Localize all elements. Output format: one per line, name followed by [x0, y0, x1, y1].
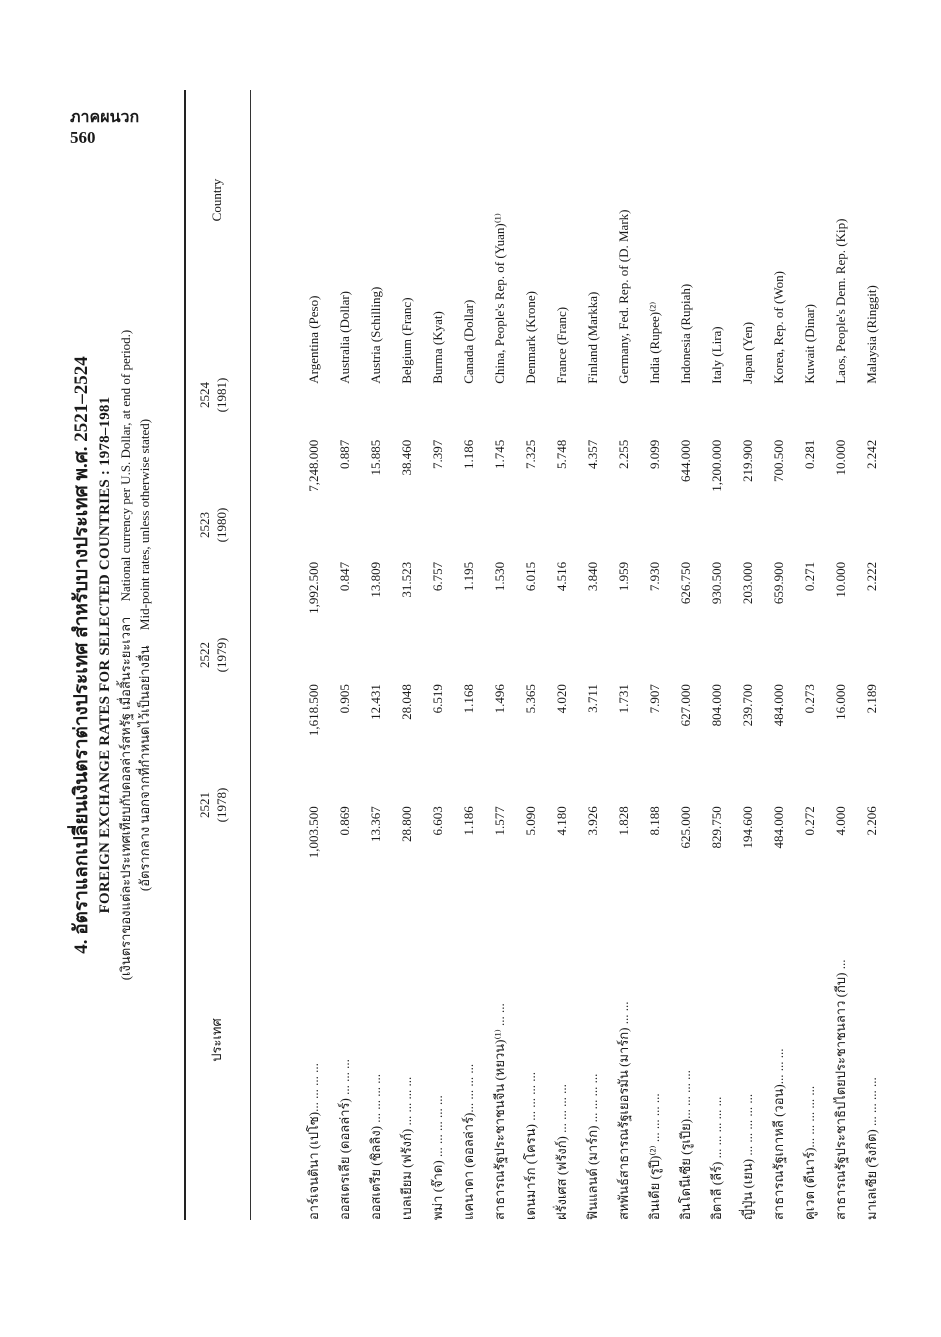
- row-country-thai: อินเดีย (รูปี)⁽²⁾ ... ... ... ...: [647, 1093, 662, 1220]
- rate-cell: 1,200.000: [708, 439, 724, 492]
- table-top-rule: [184, 90, 186, 1220]
- rate-cell: 10.000: [832, 439, 848, 476]
- rate-cell: 1,992.500: [305, 561, 321, 614]
- row-country-english: France (Franc): [553, 306, 569, 384]
- rate-cell: 3.711: [584, 684, 600, 713]
- rate-cell: 2.242: [863, 439, 879, 470]
- note-line-2: [135, 90, 154, 1220]
- row-country-english: Italy (Lira): [708, 326, 724, 384]
- year-ce: (1980): [214, 507, 229, 543]
- row-country-thai: เบลเยียม (ฟรังก์) ... ... ... ...: [399, 1076, 414, 1220]
- rate-cell: 1,618.500: [305, 684, 321, 737]
- rate-cell: 3.926: [584, 806, 600, 836]
- column-header-year-4: [196, 340, 230, 450]
- table-row: [856, 90, 887, 1220]
- page-number: 560: [70, 128, 96, 147]
- table-row: [422, 90, 453, 1220]
- row-country-english: Kuwait (Dinar): [801, 303, 817, 384]
- row-country-english: India (Rupee)⁽²⁾: [646, 301, 662, 384]
- row-country-english: Denmark (Krone): [522, 291, 538, 384]
- row-country-thai: เดนมาร์ก (โครน) ... ... ... ...: [523, 1072, 538, 1220]
- column-header-country-label: Country: [209, 178, 224, 222]
- rate-cell: 4.357: [584, 439, 600, 470]
- row-country-thai: แคนาดา (ดอลล่าร์)... ... ... ...: [461, 1063, 476, 1220]
- rate-cell: 12.431: [367, 684, 383, 720]
- row-country-thai: สหพันธ์สาธารณรัฐเยอรมัน (มาร์ก) ... ...: [616, 1001, 631, 1220]
- rate-cell: 28.800: [398, 806, 414, 842]
- rate-cell: 6.519: [429, 684, 445, 714]
- row-country-english: Korea, Rep. of (Won): [770, 271, 786, 384]
- row-country-thai: คูเวต (ดีนาร์)... ... ... ... ...: [802, 1085, 817, 1220]
- rate-cell: 625.000: [677, 806, 693, 849]
- note-line-1: [116, 90, 135, 1220]
- rate-cell: 194.600: [739, 806, 755, 849]
- table-row: [608, 90, 639, 1220]
- rate-cell: 1,003.500: [305, 806, 321, 859]
- rate-cell: 804.000: [708, 684, 724, 727]
- year-be: 2521: [197, 792, 212, 818]
- rotated-table-block: [70, 90, 879, 1220]
- row-country-english: Japan (Yen): [739, 321, 755, 384]
- rate-cell: 203.000: [739, 561, 755, 605]
- row-country-english: Laos, People's Dem. Rep. (Kip): [832, 218, 848, 384]
- year-be: 2524: [197, 382, 212, 408]
- rate-cell: 28.048: [398, 684, 414, 720]
- rate-cell: 0.271: [801, 561, 817, 592]
- rate-cell: 6.603: [429, 806, 445, 836]
- rate-cell: 2.189: [863, 684, 879, 714]
- row-country-thai: สาธารณรัฐประชาชนจีน (หยวน)⁽¹⁾ ... ...: [492, 1003, 507, 1220]
- rate-cell: 4.180: [553, 806, 569, 836]
- header-rule: [250, 90, 251, 1220]
- note-en-2: Mid-point rates, unless otherwise stated): [137, 418, 152, 631]
- table-row: [763, 90, 794, 1220]
- rate-cell: 484.000: [770, 684, 786, 727]
- rate-cell: 4.020: [553, 684, 569, 714]
- table-row: [701, 90, 732, 1220]
- rate-cell: 644.000: [677, 439, 693, 483]
- rate-cell: 4.000: [832, 806, 848, 836]
- row-country-thai: มาเลเซีย (ริงกิต) ... ... ... ...: [864, 1077, 879, 1220]
- table-row: [794, 90, 825, 1220]
- rate-cell: 7,248.000: [305, 439, 321, 492]
- rate-cell: 1.731: [615, 684, 631, 714]
- rate-cell: 5.365: [522, 684, 538, 714]
- title-english: FOREIGN EXCHANGE RATES FOR SELECTED COUNTRIES : 1978–1981: [97, 396, 113, 914]
- rate-cell: 7.397: [429, 439, 445, 470]
- note-en-1: National currency per U.S. Dollar, at end of period.): [118, 329, 133, 602]
- rate-cell: 7.907: [646, 684, 662, 714]
- rate-cell: 1.530: [491, 561, 507, 592]
- rate-cell: 930.500: [708, 561, 724, 605]
- table-row: [577, 90, 608, 1220]
- rate-cell: 0.847: [336, 561, 352, 592]
- row-country-thai: ฟินแลนด์ (มาร์ก) ... ... ... ...: [585, 1073, 600, 1220]
- rate-cell: 219.900: [739, 439, 755, 483]
- table-row: [639, 90, 670, 1220]
- rate-cell: 1.745: [491, 439, 507, 470]
- row-country-thai: สาธารณรัฐประชาธิปไตยประชาชนลาว (กีบ) ...: [833, 959, 848, 1220]
- rate-cell: 13.367: [367, 806, 383, 842]
- year-ce: (1981): [214, 377, 229, 413]
- rate-cell: 1.496: [491, 684, 507, 714]
- rate-cell: 0.887: [336, 439, 352, 470]
- row-country-thai: ฝรั่งเศส (ฟรังก์) ... ... ... ...: [554, 1084, 569, 1220]
- rate-cell: 7.930: [646, 561, 662, 592]
- title-thai: 4. อัตราแลกเปลี่ยนเงินตราต่างประเทศ สำหรับบางประเทศ พ.ศ. 2521–2524: [71, 356, 92, 954]
- rate-cell: 1.186: [460, 439, 476, 470]
- rate-cell: 4.516: [553, 561, 569, 592]
- year-ce: (1979): [214, 637, 229, 673]
- rate-cell: 1.186: [460, 806, 476, 836]
- rate-cell: 6.757: [429, 561, 445, 592]
- rate-cell: 626.750: [677, 561, 693, 605]
- rate-cell: 6.015: [522, 561, 538, 592]
- rate-cell: 1.168: [460, 684, 476, 714]
- exchange-rates-table: [298, 90, 887, 1220]
- column-header-year-1: [196, 750, 230, 860]
- table-row: [391, 90, 422, 1220]
- note-thai-1: (เงินตราของแต่ละประเทศเทียบกับดอลล่าร์สหรัฐ เมื่อสิ้นระยะเวลา: [118, 616, 133, 981]
- rate-cell: 1.959: [615, 561, 631, 592]
- row-country-english: Finland (Markka): [584, 291, 600, 384]
- row-country-english: Austria (Schilling): [367, 286, 383, 384]
- column-header-thai: [208, 980, 225, 1100]
- row-country-english: Burma (Kyat): [429, 311, 445, 384]
- table-row: [453, 90, 484, 1220]
- table-row: [360, 90, 391, 1220]
- table-row: [670, 90, 701, 1220]
- title-block: [70, 90, 154, 1220]
- rate-cell: 16.000: [832, 684, 848, 720]
- column-header-country: [208, 140, 225, 260]
- rate-cell: 627.000: [677, 684, 693, 727]
- row-country-english: Belgium (Franc): [398, 297, 414, 384]
- rate-cell: 1.828: [615, 806, 631, 836]
- row-country-english: China, People's Rep. of (Yuan)⁽¹⁾: [491, 213, 507, 384]
- row-country-thai: ญี่ปุ่น (เยน) ... ... ... ... ...: [740, 1093, 755, 1220]
- table-row: [298, 90, 329, 1220]
- rate-cell: 239.700: [739, 684, 755, 727]
- rate-cell: 7.325: [522, 439, 538, 470]
- row-country-english: Canada (Dollar): [460, 299, 476, 384]
- rate-cell: 9.099: [646, 439, 662, 470]
- row-country-thai: สาธารณรัฐเกาหลี (วอน)... ... ...: [771, 1048, 786, 1220]
- table-row: [515, 90, 546, 1220]
- row-country-english: Germany, Fed. Rep. of (D. Mark): [615, 209, 631, 384]
- table-row: [484, 90, 515, 1220]
- rate-cell: 2.222: [863, 561, 879, 592]
- rate-cell: 13.809: [367, 561, 383, 598]
- rate-cell: 1.577: [491, 806, 507, 836]
- year-be: 2522: [197, 642, 212, 668]
- table-row: [329, 90, 360, 1220]
- section-label: ภาคผนวก: [70, 109, 140, 126]
- table-row: [732, 90, 763, 1220]
- rate-cell: 0.281: [801, 439, 817, 470]
- rate-cell: 0.272: [801, 806, 817, 836]
- rate-cell: 0.273: [801, 684, 817, 714]
- row-country-thai: อิตาลี (ลีร์) ... ... ... ... ...: [709, 1096, 724, 1220]
- row-country-thai: อินโดนีเซีย (รูเปีย)... ... ... ...: [678, 1070, 693, 1220]
- row-country-thai: พม่า (จ๊าด) ... ... ... ... ...: [430, 1095, 445, 1220]
- note-thai-2: (อัตรากลาง นอกจากที่กำหนดไว้เป็นอย่างอื่น: [137, 645, 152, 892]
- rate-cell: 8.188: [646, 806, 662, 836]
- rate-cell: 0.905: [336, 684, 352, 714]
- row-country-english: Argentina (Peso): [305, 295, 321, 384]
- rate-cell: 829.750: [708, 806, 724, 849]
- column-header-year-3: [196, 470, 230, 580]
- rate-cell: 15.885: [367, 439, 383, 476]
- rate-cell: 2.255: [615, 439, 631, 470]
- rate-cell: 31.523: [398, 561, 414, 598]
- table-row: [825, 90, 856, 1220]
- table-row: [546, 90, 577, 1220]
- year-ce: (1978): [214, 787, 229, 823]
- rate-cell: 484.000: [770, 806, 786, 849]
- row-country-thai: ออสเตรเลีย (ดอลล่าร์) ... ... ...: [337, 1059, 352, 1220]
- rate-cell: 38.460: [398, 439, 414, 476]
- rate-cell: 10.000: [832, 561, 848, 598]
- rate-cell: 5.748: [553, 439, 569, 470]
- rate-cell: 1.195: [460, 561, 476, 592]
- row-country-thai: ออสเตรีย (ชิลลิง) ... ... ... ...: [368, 1073, 383, 1220]
- row-country-english: Australia (Dollar): [336, 290, 352, 384]
- rate-cell: 2.206: [863, 806, 879, 836]
- column-header-thai-label: ประเทศ: [209, 1018, 224, 1062]
- year-be: 2523: [197, 512, 212, 538]
- rate-cell: 0.869: [336, 806, 352, 836]
- rate-cell: 3.840: [584, 561, 600, 592]
- row-country-english: Indonesia (Rupiah): [677, 283, 693, 384]
- rate-cell: 700.500: [770, 439, 786, 483]
- column-header-year-2: [196, 600, 230, 710]
- rate-cell: 5.090: [522, 806, 538, 836]
- rate-cell: 659.900: [770, 561, 786, 605]
- row-country-thai: อาร์เจนตินา (เปโซ)... ... ... ...: [306, 1063, 321, 1220]
- row-country-english: Malaysia (Ringgit): [863, 285, 879, 384]
